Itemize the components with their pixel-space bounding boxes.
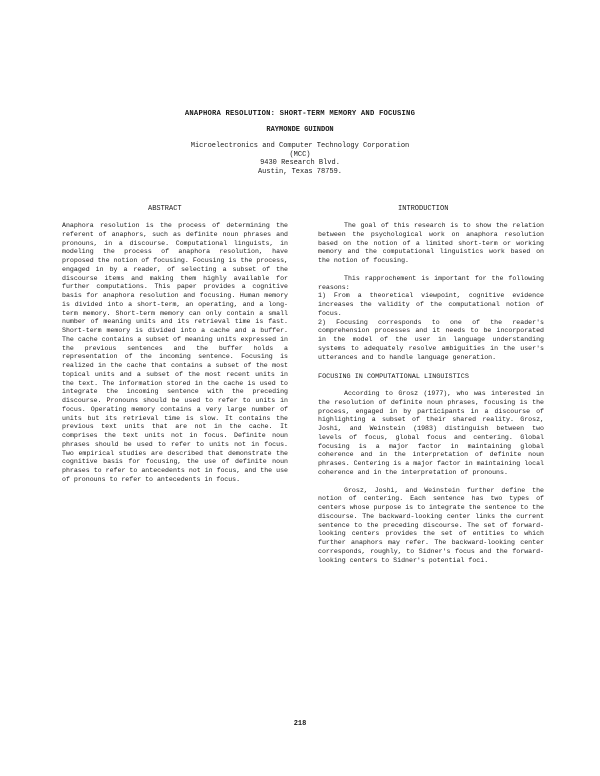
- affiliation-line: 9430 Research Blvd.: [260, 159, 340, 168]
- abstract-paragraph: Anaphora resolution is the process of determining the referent of anaphors, such as definite noun phrases and pronouns, in a discourse. Computational linguists, in modeling the process of anaphora resolution, have proposed the notion of focusing. Focusing is the process, engaged in by a reader, of selecting a subset of the discourse items and making them highly available for further computations. This paper provides a cognitive basis for anaphora resolution and focusing. Human memory is divided into a short-term, an operating, and a long-term memory. Short-term memory can only contain a small number of meaning units and its retrieval time is fast. Short-term memory is divided into a cache and a buffer. The cache contains a subset of meaning units expressed in the previous sentences and the buffer holds a representation of the incoming sentence. Focusing is realized in the cache that contains a subset of the most topical units and a subset of the most recent units in the text. The information stored in the cache is used to integrate the incoming sentence with the preceding discourse. Pronouns should be used to refer to units in focus. Operating memory contains a very large number of units but its retrieval time is slow. It contains the previous text units that are not in the cache. It comprises the text units not in focus. Definite noun phrases should be used to refer to units not in focus. Two empirical studies are described that demonstrate the cognitive basis for focusing, the use of definite noun phrases to refer to antecedents not in focus, and the use of pronouns to refer to antecedents in focus.: [62, 222, 288, 483]
- abstract-heading: ABSTRACT: [148, 205, 182, 213]
- affiliation-line: Austin, Texas 78759.: [257, 167, 342, 176]
- right-column: [318, 222, 544, 565]
- intro-paragraph: This rapprochement is important for the following reasons:: [318, 274, 544, 291]
- intro-paragraph: The goal of this research is to show the relation between the psychological work on anaphora resolution based on the notion of a limited short-term or working memory and the computational linguistics work based on the notion of focusing.: [318, 222, 544, 264]
- focus-paragraph: According to Grosz (1977), who was interested in the resolution of definite noun phrases, focusing is the process, engaged in by participants in a discourse of highlighting a subset of their shared reality. Grosz, Joshi, and Weinstein (1983) distinguish between two levels of focus, global focus and centering. Global focusing is a major factor in maintaining global coherence and in the interpretation of definite noun phrases. Centering is a major factor in maintaining local coherence and in the interpretation of pronouns.: [318, 390, 544, 476]
- affiliation-line: (MCC): [289, 150, 311, 159]
- paper-title: ANAPHORA RESOLUTION: SHORT-TERM MEMORY AND FOCUSING: [184, 110, 416, 118]
- page-number: 218: [293, 720, 307, 728]
- reason-item: 2) Focusing corresponds to one of the reader's comprehension processes and it needs to be incorporated in the model of the user in language understanding systems to adequately resolve ambiguities in the user's utterances and to handle language generation.: [318, 318, 544, 361]
- focus-paragraph: Grosz, Joshi, and Weinstein further define the notion of centering. Each sentence has two types of centers whose purpose is to integrate the sentence to the discourse. The backward-looking center links the current sentence to the preceding discourse. The set of forward-looking centers provides the set of entities to which further anaphors may refer. The backward-looking center corresponds, roughly, to Sidner's focus and the forward-looking centers to Sidner's potential foci.: [318, 486, 544, 564]
- left-column: [62, 222, 288, 485]
- introduction-heading: INTRODUCTION: [398, 205, 449, 213]
- author-name: RAYMONDE GUINDON: [266, 126, 334, 134]
- affiliation-block: [0, 142, 600, 176]
- reason-item: 1) From a theoretical viewpoint, cognitive evidence increases the validity of the computational notion of focus.: [318, 292, 544, 317]
- affiliation-line: Microelectronics and Computer Technology Corporation: [190, 142, 410, 150]
- section-heading: FOCUSING IN COMPUTATIONAL LINGUISTICS: [318, 373, 469, 382]
